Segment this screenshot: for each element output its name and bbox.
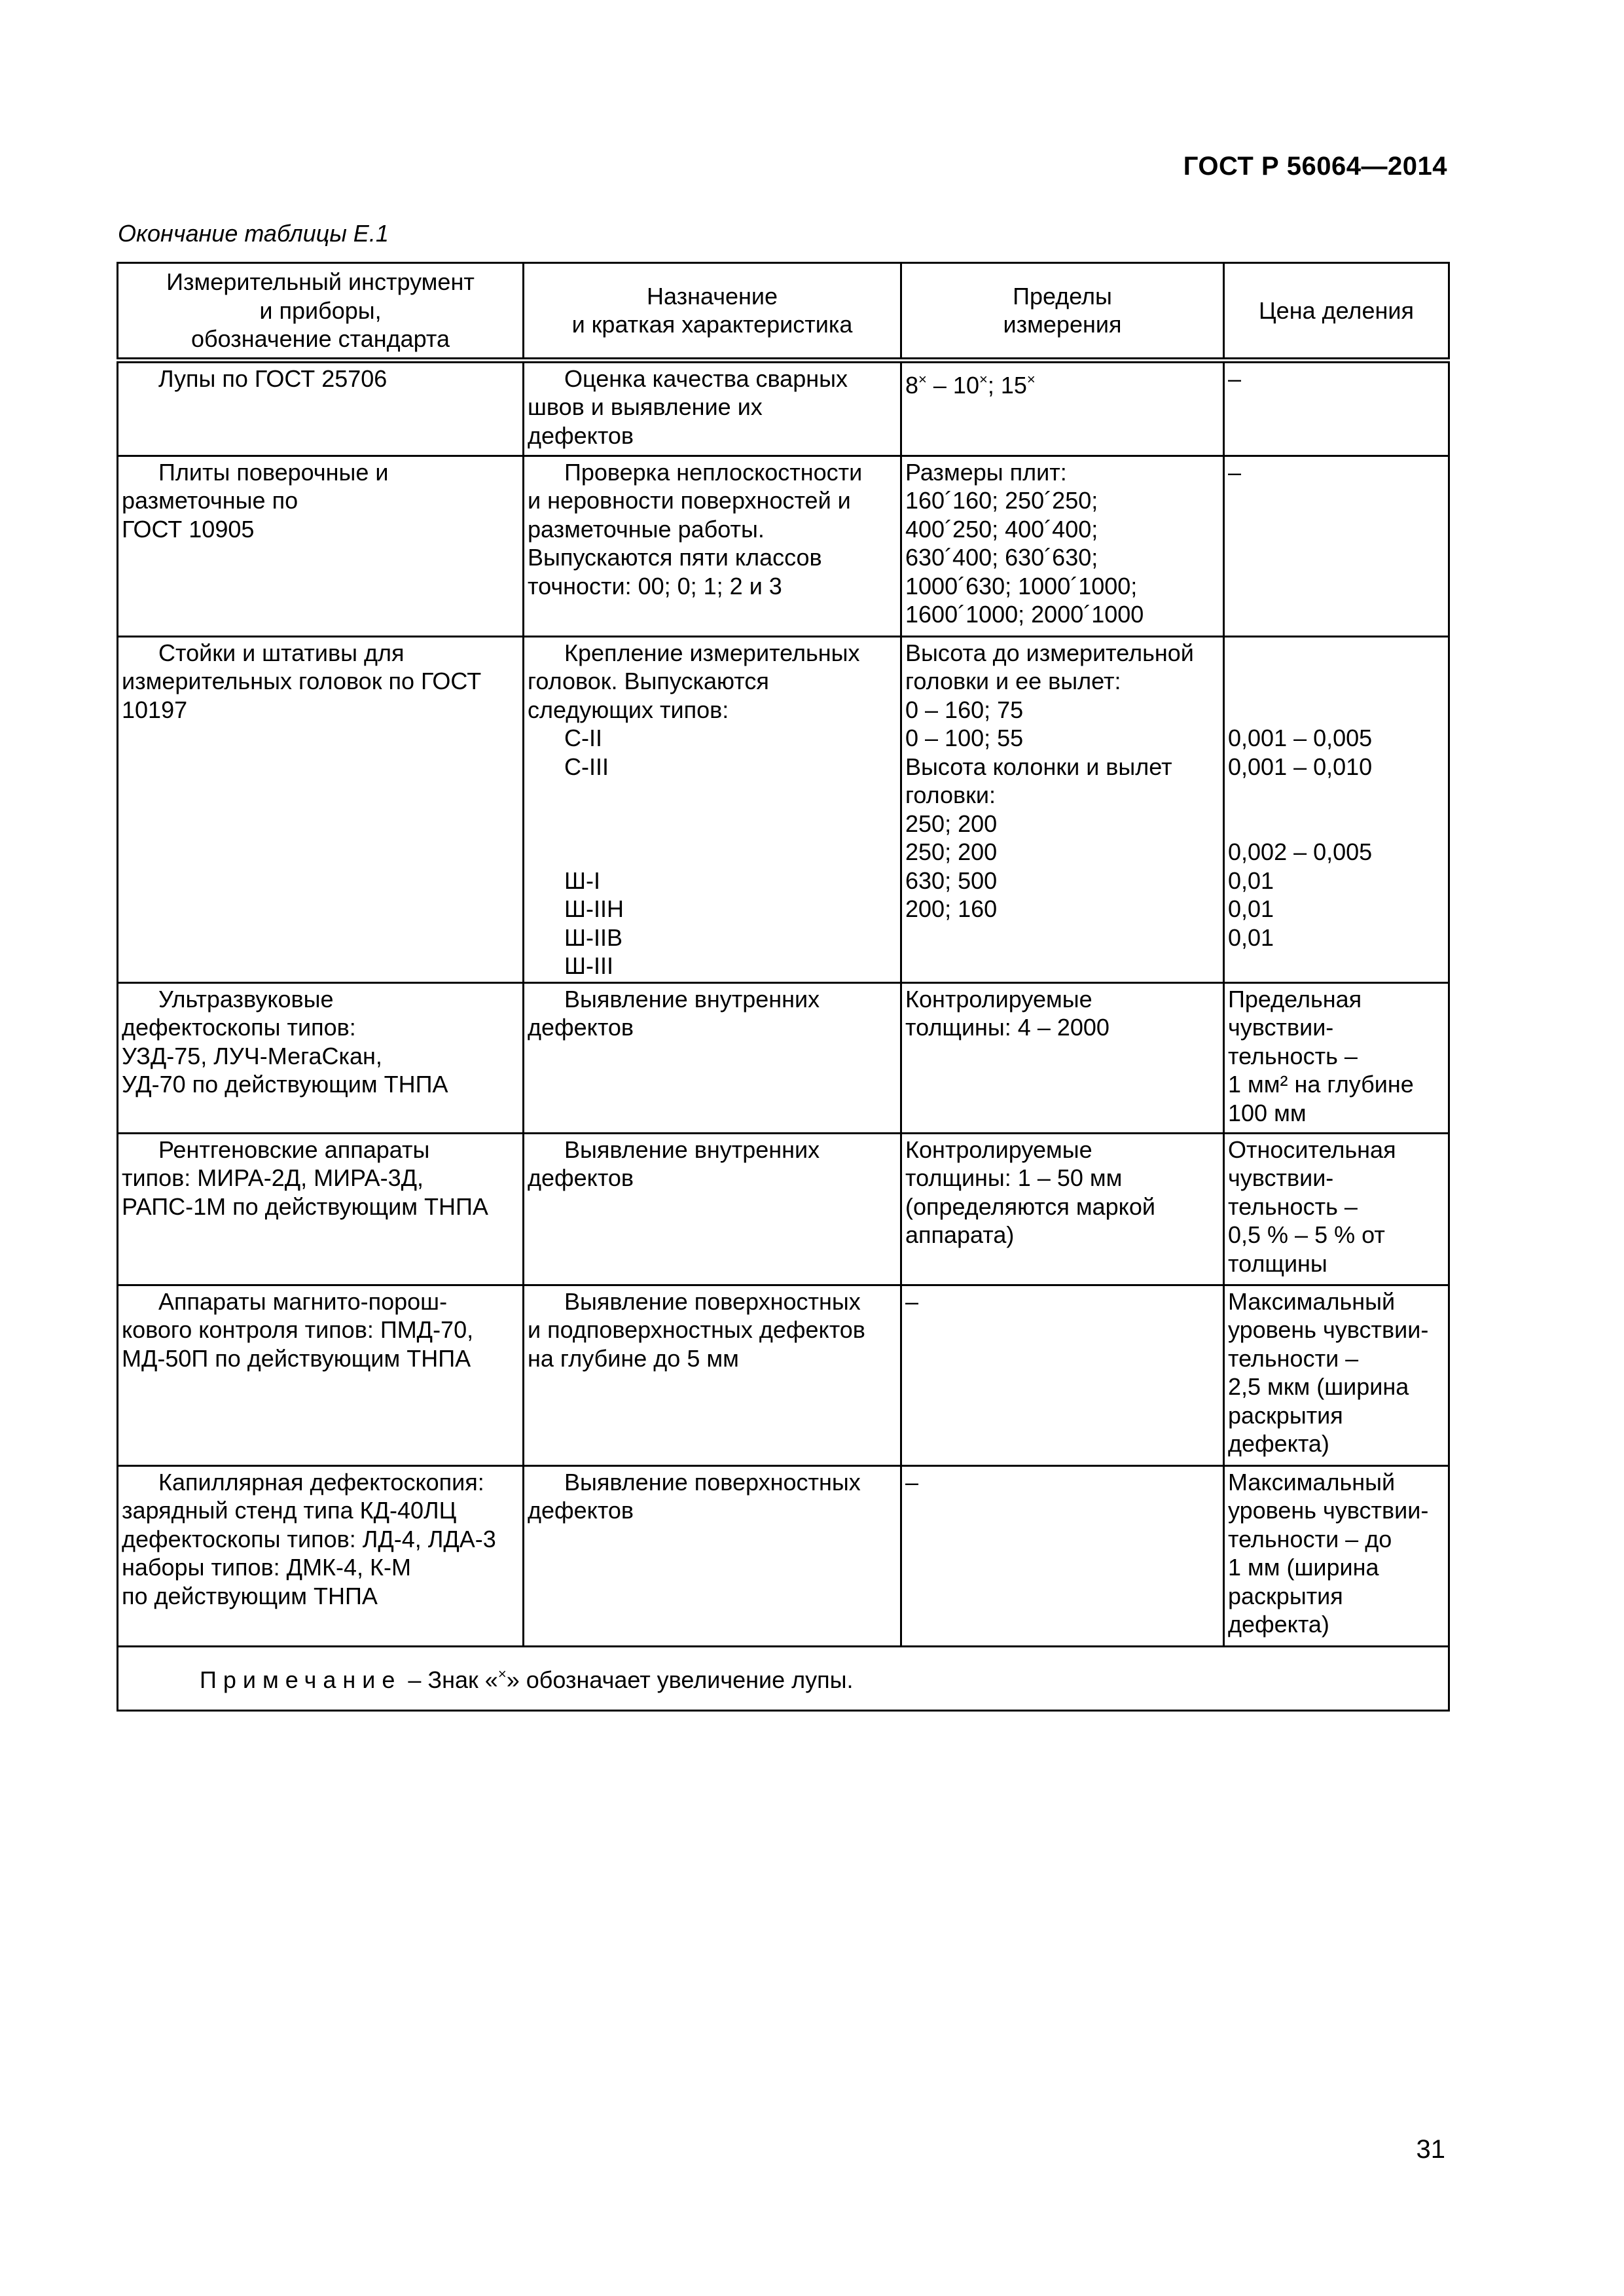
cell-division: –	[1224, 456, 1449, 636]
header-division: Цена деления	[1224, 263, 1449, 361]
table-header-row	[118, 263, 1449, 361]
cell-purpose: Выявление поверхностных и подповерхностных дефектов на глубине до 5 мм	[524, 1285, 901, 1465]
cell-purpose: Выявление внутренних дефектов	[524, 1133, 901, 1285]
table-row	[118, 982, 1449, 1133]
table-caption: Окончание таблицы Е.1	[118, 220, 389, 247]
cell-division: Максимальный уровень чувствии- тельности – до 1 мм (ширина раскрытия дефекта)	[1224, 1465, 1449, 1646]
cell-instrument: Плиты поверочные и разметочные по ГОСТ 10905	[118, 456, 524, 636]
table-note-row	[118, 1646, 1449, 1711]
table-row	[118, 360, 1449, 456]
cell-purpose: Выявление внутренних дефектов	[524, 982, 901, 1133]
cell-limits: Контролируемые толщины: 4 – 2000	[901, 982, 1224, 1133]
document-code: ГОСТ Р 56064—2014	[1183, 152, 1447, 181]
header-limits: Пределы измерения	[901, 263, 1224, 361]
note-label: Примечание	[200, 1666, 402, 1693]
cell-instrument: Капиллярная дефектоскопия: зарядный стенд типа КД-40ЛЦ дефектоскопы типов: ЛД-4, ЛДА-3 наборы типов: ДМК-4, К-М по действующим ТНПА	[118, 1465, 524, 1646]
cell-purpose: Крепление измерительных головок. Выпускаются следующих типов: С-II С-III Ш-I Ш-IIН Ш-IIВ Ш-III	[524, 636, 901, 982]
table-row	[118, 1133, 1449, 1285]
cell-division: –	[1224, 360, 1449, 456]
table-row	[118, 1285, 1449, 1465]
cell-limits: Контролируемые толщины: 1 – 50 мм (определяются маркой аппарата)	[901, 1133, 1224, 1285]
cell-limits: 8× – 10×; 15×	[901, 360, 1224, 456]
table-row	[118, 456, 1449, 636]
cell-division: Относительная чувствии- тельность – 0,5 % – 5 % от толщины	[1224, 1133, 1449, 1285]
table-note: Примечание – Знак «×» обозначает увеличение лупы.	[118, 1646, 1449, 1711]
table-row	[118, 1465, 1449, 1646]
table-row	[118, 636, 1449, 982]
cell-purpose: Проверка неплоскостности и неровности поверхностей и разметочные работы. Выпускаются пяти классов точности: 00; 0; 1; 2 и 3	[524, 456, 901, 636]
cell-limits: Высота до измерительной головки и ее вылет: 0 – 160; 75 0 – 100; 55 Высота колонки и вылет головки: 250; 200 250; 200 630; 500 200; 160	[901, 636, 1224, 982]
cell-instrument: Аппараты магнито-порош- кового контроля типов: ПМД-70, МД-50П по действующим ТНПА	[118, 1285, 524, 1465]
page-number: 31	[1416, 2135, 1445, 2164]
cell-instrument: Ультразвуковые дефектоскопы типов: УЗД-75, ЛУЧ-МегаСкан, УД-70 по действующим ТНПА	[118, 982, 524, 1133]
cell-purpose: Выявление поверхностных дефектов	[524, 1465, 901, 1646]
cell-limits: –	[901, 1285, 1224, 1465]
cell-division: Максимальный уровень чувствии- тельности – 2,5 мкм (ширина раскрытия дефекта)	[1224, 1285, 1449, 1465]
header-purpose: Назначение и краткая характеристика	[524, 263, 901, 361]
cell-purpose: Оценка качества сварных швов и выявление их дефектов	[524, 360, 901, 456]
header-instrument: Измерительный инструмент и приборы, обозначение стандарта	[118, 263, 524, 361]
cell-division: 0,001 – 0,005 0,001 – 0,010 0,002 – 0,005 0,01 0,01 0,01	[1224, 636, 1449, 982]
instruments-table	[117, 262, 1450, 1712]
cell-limits: Размеры плит: 160´160; 250´250; 400´250; 400´400; 630´400; 630´630; 1000´630; 1000´1000; 1600´1000; 2000´1000	[901, 456, 1224, 636]
cell-division: Предельная чувствии- тельность – 1 мм² на глубине 100 мм	[1224, 982, 1449, 1133]
cell-instrument: Стойки и штативы для измерительных головок по ГОСТ 10197	[118, 636, 524, 982]
cell-instrument: Рентгеновские аппараты типов: МИРА-2Д, МИРА-3Д, РАПС-1М по действующим ТНПА	[118, 1133, 524, 1285]
cell-limits: –	[901, 1465, 1224, 1646]
cell-instrument: Лупы по ГОСТ 25706	[118, 360, 524, 456]
